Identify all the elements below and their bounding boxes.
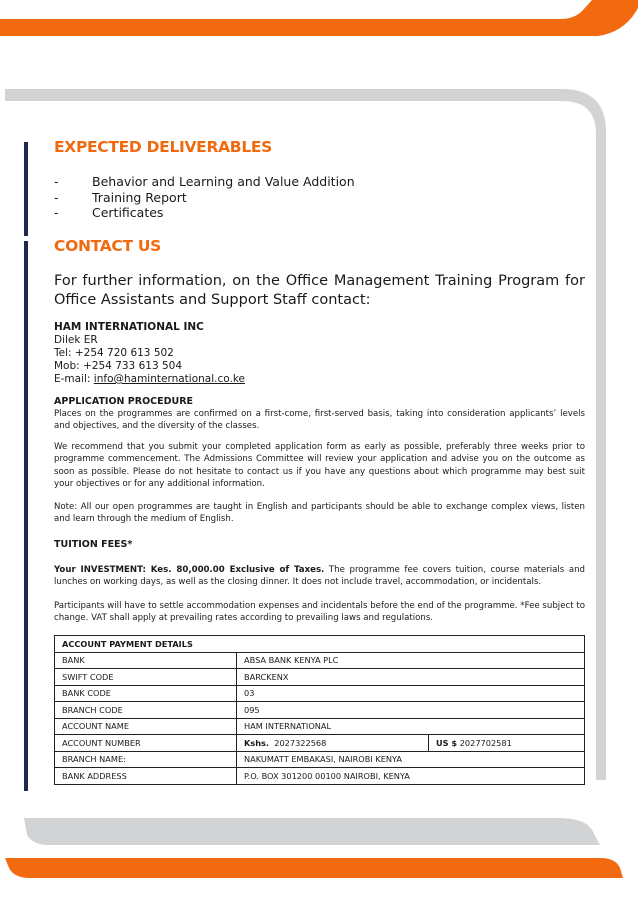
table-value: ABSA BANK KENYA PLC <box>237 652 585 669</box>
table-label: ACCOUNT NAME <box>55 718 237 735</box>
contact-mob: Mob: +254 733 613 504 <box>54 360 182 372</box>
procedure-paragraph: We recommend that you submit your completed application form as early as possible, preferably three weeks prior to programme commencement. The Admissions Committee will review your application and advise you on the outcome as soon as possible. Please do not hesitate to contact us if you have any questions about which programme may best suit your objectives or for any additional information. <box>54 442 585 489</box>
table-row <box>55 669 585 686</box>
table-label: BANK ADDRESS <box>55 768 237 785</box>
table-value: HAM INTERNATIONAL <box>237 718 585 735</box>
procedure-paragraph: Places on the programmes are confirmed on a first-come, first-served basis, taking into consideration applicants’ levels and objectives, and the diversity of the classes. <box>54 409 585 432</box>
procedure-note: Note: All our open programmes are taught in English and participants should be able to exchange complex views, listen and learn through the medium of English. <box>54 502 585 525</box>
table-value: NAKUMATT EMBAKASI, NAIROBI KENYA <box>237 751 585 768</box>
table-label: BANK <box>55 652 237 669</box>
bottom-orange-band <box>5 858 623 878</box>
table-row <box>55 702 585 719</box>
bottom-grey-band <box>24 818 600 845</box>
table-value-usd: US $ 2027702581 <box>429 735 585 752</box>
deliverables-list <box>54 174 585 221</box>
sidebar-accent-bar <box>24 142 28 236</box>
table-row <box>55 685 585 702</box>
fees-participants: Participants will have to settle accommodation expenses and incidentals before the end of the programme. *Fee subject to change. VAT shall apply at prevailing rates according to prevailing laws and regulations. <box>54 601 585 624</box>
contact-tel: Tel: +254 720 613 502 <box>54 347 174 359</box>
table-title: ACCOUNT PAYMENT DETAILS <box>55 636 585 653</box>
table-value-kshs: Kshs. 2027322568 <box>237 735 429 752</box>
table-label: BRANCH CODE <box>55 702 237 719</box>
table-value: 095 <box>237 702 585 719</box>
contact-intro: For further information, on the Office Management Training Program for Office Assistants and Support Staff contact: <box>54 273 585 308</box>
contact-email: E-mail: info@haminternational.co.ke <box>54 373 245 385</box>
table-row <box>55 735 585 752</box>
sidebar-accent-bar <box>24 241 28 791</box>
list-item: - Training Report <box>54 189 187 205</box>
table-row <box>55 652 585 669</box>
table-label: SWIFT CODE <box>55 669 237 686</box>
deliverables-heading: EXPECTED DELIVERABLES <box>54 138 273 156</box>
list-item: - Behavior and Learning and Value Addition <box>54 174 355 189</box>
fees-investment: Your INVESTMENT: Kes. 80,000.00 Exclusive of Taxes. The programme fee covers tuition, course materials and lunches on working days, as well as the closing dinner. It does not include travel, accommodation, or incidentals. <box>54 565 585 588</box>
contact-person: Dilek ER <box>54 334 98 346</box>
org-name: HAM INTERNATIONAL INC <box>54 321 204 333</box>
table-row <box>55 768 585 785</box>
top-orange-band <box>0 0 638 36</box>
fees-heading: TUITION FEES* <box>54 539 133 550</box>
table-row <box>55 718 585 735</box>
table-label: ACCOUNT NUMBER <box>55 735 237 752</box>
procedure-heading: APPLICATION PROCEDURE <box>54 396 194 407</box>
contact-heading: CONTACT US <box>54 237 161 255</box>
table-value: BARCKENX <box>237 669 585 686</box>
table-value: P.O. BOX 301200 00100 NAIROBI, KENYA <box>237 768 585 785</box>
email-link[interactable]: info@haminternational.co.ke <box>93 373 245 385</box>
table-label: BANK CODE <box>55 685 237 702</box>
table-row <box>55 636 585 653</box>
table-value: 03 <box>237 685 585 702</box>
table-label: BRANCH NAME: <box>55 751 237 768</box>
table-row <box>55 751 585 768</box>
list-item: - Certificates <box>54 205 164 220</box>
account-table <box>54 635 585 785</box>
